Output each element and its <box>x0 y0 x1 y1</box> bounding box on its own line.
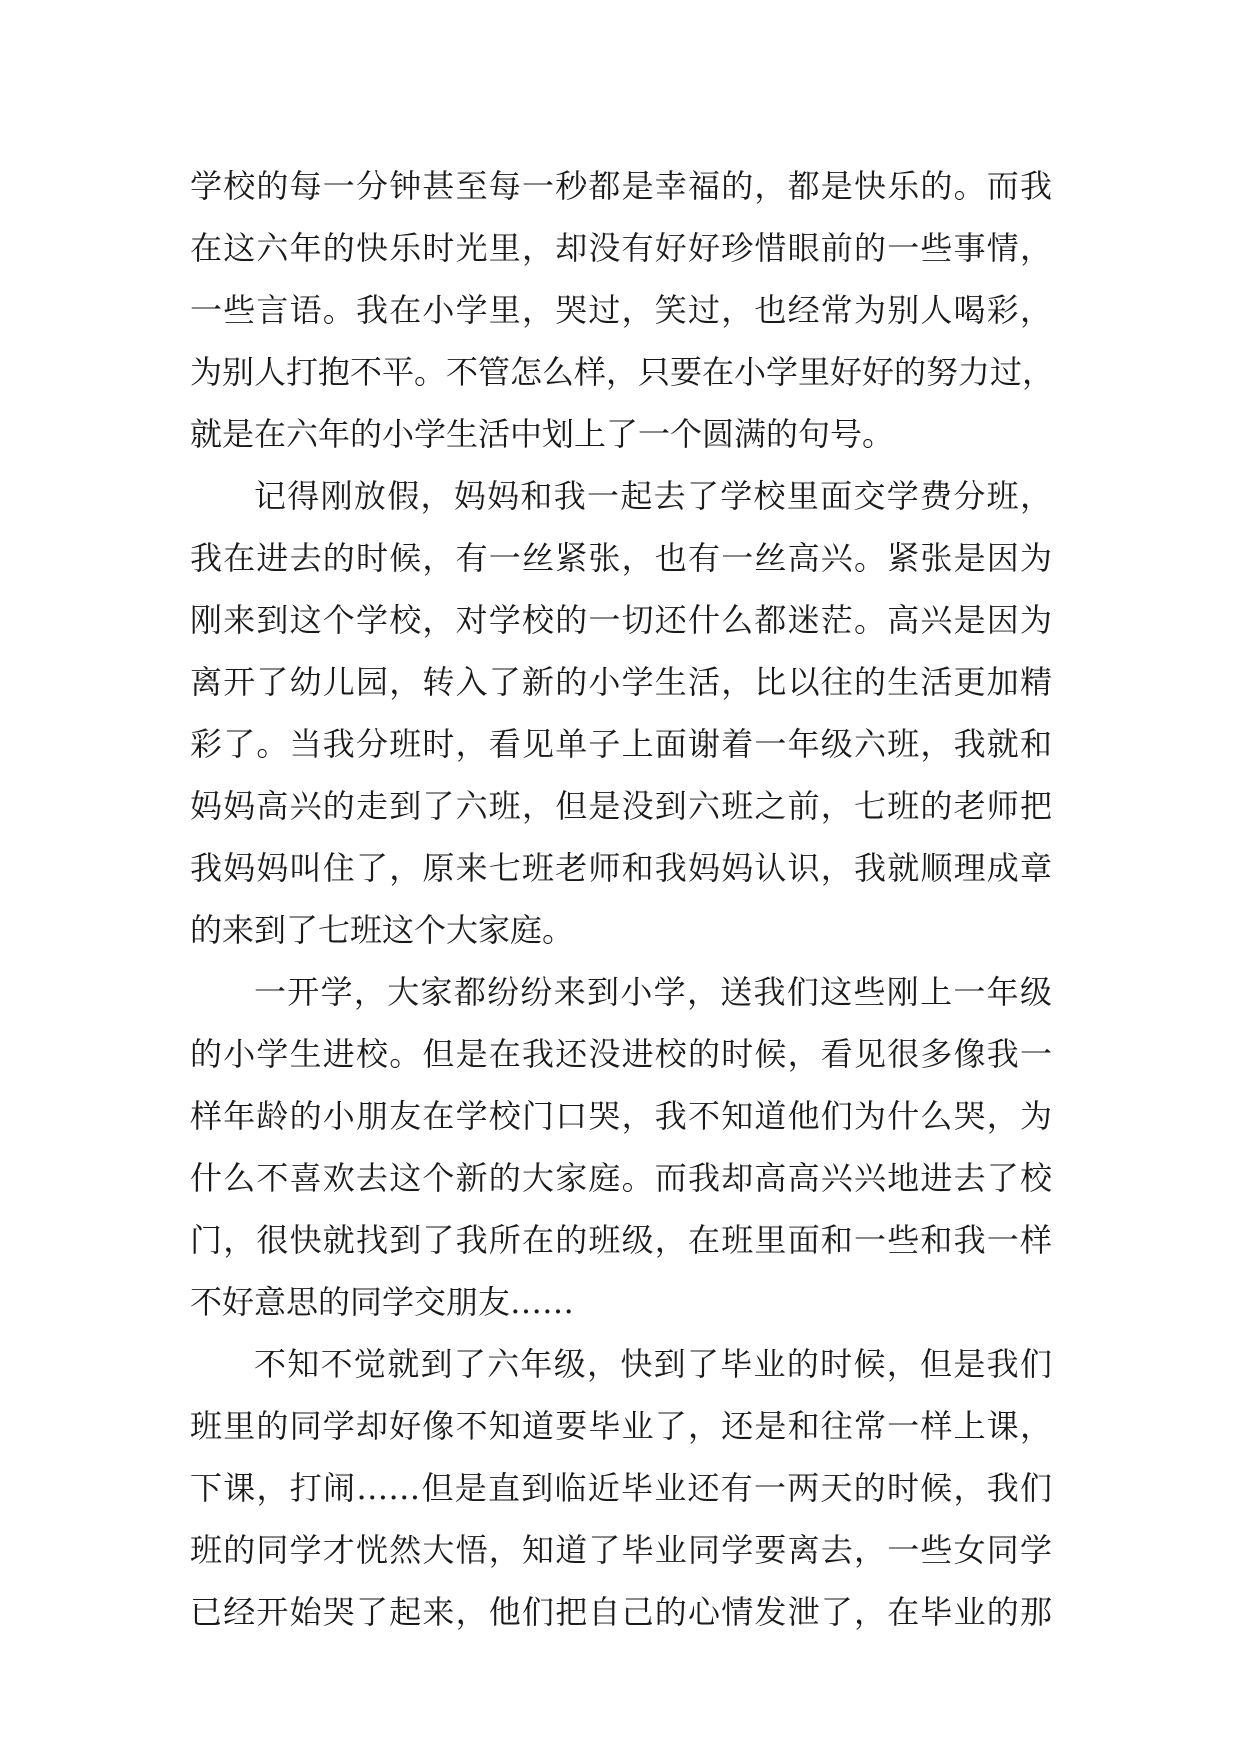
text-line: 的小学生进校。但是在我还没进校的时候，看见很多像我一 <box>190 1035 1052 1073</box>
paragraph <box>190 155 1055 465</box>
paragraph <box>190 961 1052 1333</box>
text-line: 不好意思的同学交朋友…… <box>190 1283 575 1321</box>
text-line: 一开学，大家都纷纷来到小学，送我们这些刚上一年级 <box>254 973 1052 1011</box>
text-line: 不知不觉就到了六年级，快到了毕业的时候，但是我们 <box>254 1345 1052 1383</box>
text-line: 门，很快就找到了我所在的班级，在班里面和一些和我一样 <box>190 1221 1052 1259</box>
text-line: 的来到了七班这个大家庭。 <box>190 911 575 949</box>
text-line: 我妈妈叫住了，原来七班老师和我妈妈认识，我就顺理成章 <box>190 849 1052 887</box>
text-line: 班里的同学却好像不知道要毕业了，还是和往常一样上课， <box>190 1407 1052 1445</box>
text-line: 在这六年的快乐时光里，却没有好好珍惜眼前的一些事情， <box>190 229 1052 267</box>
paragraph <box>190 465 1052 961</box>
text-line: 一些言语。我在小学里，哭过，笑过，也经常为别人喝彩， <box>190 291 1052 329</box>
text-line: 下课，打闹……但是直到临近毕业还有一两天的时候，我们 <box>190 1469 1052 1507</box>
text-line: 彩了。当我分班时，看见单子上面谢着一年级六班，我就和 <box>190 725 1052 763</box>
text-line: 班的同学才恍然大悟，知道了毕业同学要离去，一些女同学 <box>190 1531 1052 1569</box>
paragraph <box>190 1333 1052 1643</box>
text-line: 妈妈高兴的走到了六班，但是没到六班之前，七班的老师把 <box>190 787 1052 825</box>
text-line: 刚来到这个学校，对学校的一切还什么都迷茫。高兴是因为 <box>190 601 1052 639</box>
text-line: 记得刚放假，妈妈和我一起去了学校里面交学费分班， <box>254 477 1052 515</box>
text-line: 我在进去的时候，有一丝紧张，也有一丝高兴。紧张是因为 <box>190 539 1052 577</box>
text-line: 学校的每一分钟甚至每一秒都是幸福的，都是快乐的。而我 <box>190 167 1052 205</box>
text-line: 为别人打抱不平。不管怎么样，只要在小学里好好的努力过， <box>190 353 1055 391</box>
text-line: 什么不喜欢去这个新的大家庭。而我却高高兴兴地进去了校 <box>190 1159 1052 1197</box>
text-line: 就是在六年的小学生活中划上了一个圆满的句号。 <box>190 415 895 453</box>
text-line: 样年龄的小朋友在学校门口哭，我不知道他们为什么哭，为 <box>190 1097 1052 1135</box>
text-line: 已经开始哭了起来，他们把自己的心情发泄了，在毕业的那 <box>190 1593 1052 1631</box>
document-body <box>190 155 1055 1643</box>
text-line: 离开了幼儿园，转入了新的小学生活，比以往的生活更加精 <box>190 663 1052 701</box>
